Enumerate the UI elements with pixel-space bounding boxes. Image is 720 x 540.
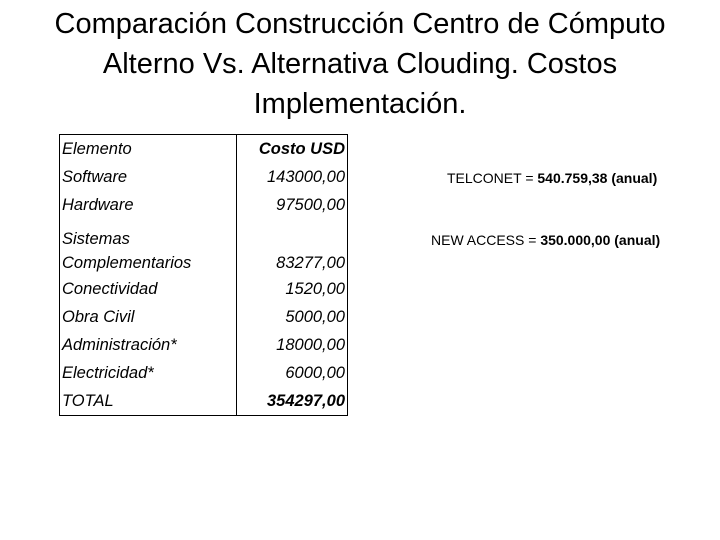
row-hardware-label: Hardware [62,196,134,214]
row-total-label: TOTAL [62,392,114,410]
row-conectividad-label: Conectividad [62,280,158,298]
new-access-label: NEW ACCESS = [431,232,541,248]
table-row [60,135,348,416]
row-software-cost: 143000,00 [267,168,345,186]
row-administracion-label: Administración* [62,336,177,354]
row-conectividad-cost: 1520,00 [285,280,345,298]
telconet-label: TELCONET = [447,170,538,186]
row-sistemas-cost: 83277,00 [276,254,345,272]
title-line-1: Comparación Construcción Centro de Cómputo [54,8,666,40]
cost-table [59,134,348,416]
row-electricidad-cost: 6000,00 [285,364,345,382]
row-obra-civil-cost: 5000,00 [285,308,345,326]
page-title [20,4,700,124]
row-total-cost: 354297,00 [267,392,345,410]
title-line-2: Alterno Vs. Alternativa Clouding. Costos [102,48,618,80]
row-electricidad-label: Electricidad* [62,364,154,382]
row-obra-civil-label: Obra Civil [62,308,135,326]
new-access-note [431,231,660,249]
header-elemento: Elemento [62,140,132,158]
elemento-column [60,135,237,416]
new-access-value: 350.000,00 (anual) [540,232,661,248]
row-software-label: Software [62,168,128,186]
header-costo: Costo USD [258,140,345,158]
row-administracion-cost: 18000,00 [276,336,345,354]
telconet-value: 540.759,38 (anual) [537,170,658,186]
row-sistemas-label-2: Complementarios [62,254,192,272]
row-sistemas-label-1: Sistemas [62,230,130,248]
title-line-3: Implementación. [253,88,467,120]
telconet-note [447,169,657,187]
costo-column [237,135,348,416]
row-hardware-cost: 97500,00 [276,196,345,214]
